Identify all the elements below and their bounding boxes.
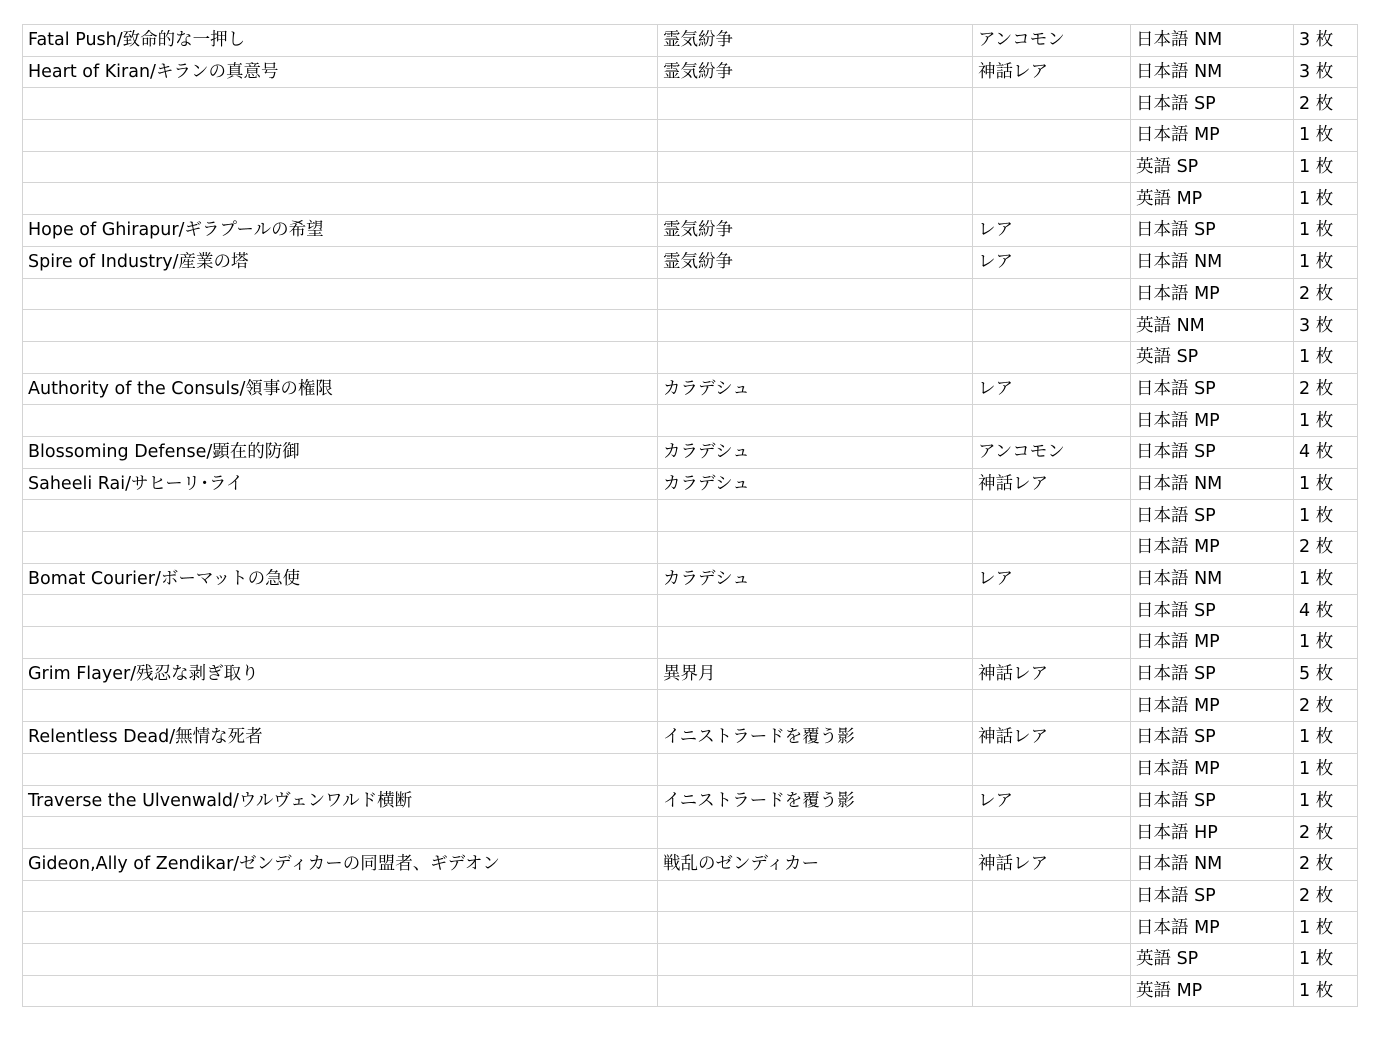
rarity-cell: レア [973, 563, 1131, 595]
table-row [23, 373, 1358, 405]
table-row [23, 595, 1358, 627]
set-name-cell [658, 627, 973, 659]
table-row [23, 246, 1358, 278]
rarity-cell [973, 912, 1131, 944]
table-row [23, 753, 1358, 785]
quantity-cell: 1 枚 [1294, 183, 1358, 215]
card-name-cell [23, 912, 658, 944]
rarity-cell [973, 88, 1131, 120]
table-row [23, 215, 1358, 247]
set-name-cell: 霊気紛争 [658, 246, 973, 278]
quantity-cell: 1 枚 [1294, 722, 1358, 754]
table-row [23, 341, 1358, 373]
condition-cell: 日本語 MP [1131, 912, 1294, 944]
quantity-cell: 1 枚 [1294, 468, 1358, 500]
rarity-cell [973, 690, 1131, 722]
table-row [23, 658, 1358, 690]
condition-cell: 日本語 MP [1131, 278, 1294, 310]
quantity-cell: 1 枚 [1294, 785, 1358, 817]
quantity-cell: 2 枚 [1294, 532, 1358, 564]
card-name-cell [23, 595, 658, 627]
set-name-cell: 霊気紛争 [658, 56, 973, 88]
condition-cell: 日本語 SP [1131, 215, 1294, 247]
quantity-cell: 3 枚 [1294, 56, 1358, 88]
set-name-cell: イニストラードを覆う影 [658, 785, 973, 817]
table-row [23, 120, 1358, 152]
rarity-cell [973, 183, 1131, 215]
table-row [23, 975, 1358, 1007]
set-name-cell: カラデシュ [658, 373, 973, 405]
condition-cell: 日本語 SP [1131, 88, 1294, 120]
condition-cell: 日本語 MP [1131, 627, 1294, 659]
condition-cell: 日本語 HP [1131, 817, 1294, 849]
condition-cell: 日本語 NM [1131, 56, 1294, 88]
card-name-cell: Spire of Industry/産業の塔 [23, 246, 658, 278]
set-name-cell: 霊気紛争 [658, 25, 973, 57]
table-row [23, 436, 1358, 468]
table-row [23, 310, 1358, 342]
set-name-cell [658, 88, 973, 120]
quantity-cell: 2 枚 [1294, 690, 1358, 722]
set-name-cell [658, 690, 973, 722]
quantity-cell: 1 枚 [1294, 215, 1358, 247]
quantity-cell: 2 枚 [1294, 880, 1358, 912]
condition-cell: 英語 SP [1131, 943, 1294, 975]
card-name-cell [23, 183, 658, 215]
set-name-cell [658, 278, 973, 310]
rarity-cell: アンコモン [973, 436, 1131, 468]
card-name-cell [23, 690, 658, 722]
rarity-cell [973, 500, 1131, 532]
card-name-cell: Authority of the Consuls/領事の権限 [23, 373, 658, 405]
rarity-cell: レア [973, 215, 1131, 247]
condition-cell: 日本語 NM [1131, 468, 1294, 500]
card-name-cell [23, 880, 658, 912]
table-row [23, 563, 1358, 595]
condition-cell: 日本語 SP [1131, 722, 1294, 754]
rarity-cell [973, 120, 1131, 152]
card-name-cell: Blossoming Defense/顕在的防御 [23, 436, 658, 468]
rarity-cell [973, 595, 1131, 627]
set-name-cell [658, 405, 973, 437]
condition-cell: 英語 MP [1131, 975, 1294, 1007]
set-name-cell [658, 912, 973, 944]
rarity-cell [973, 310, 1131, 342]
condition-cell: 日本語 SP [1131, 658, 1294, 690]
card-name-cell: Grim Flayer/残忍な剥ぎ取り [23, 658, 658, 690]
rarity-cell [973, 405, 1131, 437]
card-name-cell [23, 120, 658, 152]
rarity-cell: レア [973, 785, 1131, 817]
rarity-cell [973, 278, 1131, 310]
rarity-cell [973, 880, 1131, 912]
rarity-cell [973, 341, 1131, 373]
card-name-cell: Bomat Courier/ボーマットの急使 [23, 563, 658, 595]
card-name-cell [23, 532, 658, 564]
condition-cell: 日本語 SP [1131, 436, 1294, 468]
table-row [23, 627, 1358, 659]
condition-cell: 日本語 MP [1131, 690, 1294, 722]
set-name-cell: 霊気紛争 [658, 215, 973, 247]
set-name-cell [658, 500, 973, 532]
card-name-cell [23, 975, 658, 1007]
rarity-cell [973, 532, 1131, 564]
condition-cell: 日本語 SP [1131, 785, 1294, 817]
card-inventory-table [22, 24, 1358, 1007]
rarity-cell: 神話レア [973, 722, 1131, 754]
card-name-cell [23, 817, 658, 849]
quantity-cell: 1 枚 [1294, 943, 1358, 975]
condition-cell: 日本語 NM [1131, 246, 1294, 278]
set-name-cell [658, 120, 973, 152]
set-name-cell [658, 880, 973, 912]
quantity-cell: 2 枚 [1294, 848, 1358, 880]
set-name-cell [658, 817, 973, 849]
set-name-cell [658, 943, 973, 975]
set-name-cell [658, 151, 973, 183]
table-row [23, 468, 1358, 500]
quantity-cell: 1 枚 [1294, 627, 1358, 659]
card-name-cell [23, 405, 658, 437]
table-body [23, 25, 1358, 1007]
card-name-cell [23, 341, 658, 373]
table-row [23, 151, 1358, 183]
table-row [23, 912, 1358, 944]
quantity-cell: 1 枚 [1294, 120, 1358, 152]
rarity-cell: 神話レア [973, 56, 1131, 88]
quantity-cell: 1 枚 [1294, 246, 1358, 278]
condition-cell: 日本語 MP [1131, 753, 1294, 785]
set-name-cell [658, 532, 973, 564]
quantity-cell: 1 枚 [1294, 151, 1358, 183]
card-name-cell: Hope of Ghirapur/ギラプールの希望 [23, 215, 658, 247]
set-name-cell [658, 595, 973, 627]
set-name-cell [658, 975, 973, 1007]
condition-cell: 日本語 SP [1131, 595, 1294, 627]
quantity-cell: 4 枚 [1294, 436, 1358, 468]
table-row [23, 943, 1358, 975]
condition-cell: 日本語 SP [1131, 500, 1294, 532]
condition-cell: 日本語 SP [1131, 373, 1294, 405]
card-name-cell [23, 943, 658, 975]
rarity-cell [973, 151, 1131, 183]
card-name-cell: Heart of Kiran/キランの真意号 [23, 56, 658, 88]
table-row [23, 278, 1358, 310]
rarity-cell [973, 943, 1131, 975]
set-name-cell [658, 183, 973, 215]
condition-cell: 日本語 NM [1131, 563, 1294, 595]
quantity-cell: 2 枚 [1294, 373, 1358, 405]
quantity-cell: 1 枚 [1294, 500, 1358, 532]
rarity-cell: レア [973, 246, 1131, 278]
rarity-cell [973, 975, 1131, 1007]
rarity-cell [973, 817, 1131, 849]
table-row [23, 722, 1358, 754]
set-name-cell: イニストラードを覆う影 [658, 722, 973, 754]
condition-cell: 英語 SP [1131, 341, 1294, 373]
set-name-cell [658, 753, 973, 785]
condition-cell: 日本語 NM [1131, 848, 1294, 880]
quantity-cell: 2 枚 [1294, 278, 1358, 310]
rarity-cell: 神話レア [973, 468, 1131, 500]
rarity-cell [973, 753, 1131, 785]
card-name-cell: Gideon,Ally of Zendikar/ゼンディカーの同盟者、ギデオン [23, 848, 658, 880]
set-name-cell: カラデシュ [658, 468, 973, 500]
rarity-cell [973, 627, 1131, 659]
set-name-cell: 戦乱のゼンディカー [658, 848, 973, 880]
card-name-cell [23, 310, 658, 342]
quantity-cell: 1 枚 [1294, 912, 1358, 944]
condition-cell: 英語 SP [1131, 151, 1294, 183]
quantity-cell: 1 枚 [1294, 563, 1358, 595]
condition-cell: 日本語 SP [1131, 880, 1294, 912]
quantity-cell: 1 枚 [1294, 341, 1358, 373]
table-row [23, 532, 1358, 564]
quantity-cell: 1 枚 [1294, 753, 1358, 785]
table-row [23, 183, 1358, 215]
quantity-cell: 4 枚 [1294, 595, 1358, 627]
quantity-cell: 2 枚 [1294, 817, 1358, 849]
card-name-cell: Traverse the Ulvenwald/ウルヴェンワルド横断 [23, 785, 658, 817]
card-name-cell [23, 500, 658, 532]
card-name-cell: Saheeli Rai/サヒーリ･ライ [23, 468, 658, 500]
rarity-cell: 神話レア [973, 848, 1131, 880]
set-name-cell [658, 310, 973, 342]
quantity-cell: 5 枚 [1294, 658, 1358, 690]
set-name-cell: カラデシュ [658, 563, 973, 595]
rarity-cell: レア [973, 373, 1131, 405]
condition-cell: 日本語 MP [1131, 120, 1294, 152]
quantity-cell: 3 枚 [1294, 25, 1358, 57]
table-row [23, 785, 1358, 817]
card-name-cell [23, 88, 658, 120]
rarity-cell: 神話レア [973, 658, 1131, 690]
condition-cell: 英語 MP [1131, 183, 1294, 215]
card-name-cell [23, 753, 658, 785]
quantity-cell: 1 枚 [1294, 975, 1358, 1007]
quantity-cell: 2 枚 [1294, 88, 1358, 120]
table-row [23, 690, 1358, 722]
card-name-cell [23, 627, 658, 659]
table-row [23, 817, 1358, 849]
table-row [23, 56, 1358, 88]
set-name-cell: カラデシュ [658, 436, 973, 468]
quantity-cell: 3 枚 [1294, 310, 1358, 342]
condition-cell: 日本語 MP [1131, 405, 1294, 437]
rarity-cell: アンコモン [973, 25, 1131, 57]
quantity-cell: 1 枚 [1294, 405, 1358, 437]
set-name-cell: 異界月 [658, 658, 973, 690]
table-row [23, 848, 1358, 880]
set-name-cell [658, 341, 973, 373]
table-row [23, 88, 1358, 120]
card-name-cell [23, 151, 658, 183]
card-name-cell [23, 278, 658, 310]
condition-cell: 日本語 NM [1131, 25, 1294, 57]
condition-cell: 英語 NM [1131, 310, 1294, 342]
condition-cell: 日本語 MP [1131, 532, 1294, 564]
table-row [23, 880, 1358, 912]
card-name-cell: Relentless Dead/無情な死者 [23, 722, 658, 754]
table-row [23, 25, 1358, 57]
table-row [23, 500, 1358, 532]
card-name-cell: Fatal Push/致命的な一押し [23, 25, 658, 57]
table-row [23, 405, 1358, 437]
